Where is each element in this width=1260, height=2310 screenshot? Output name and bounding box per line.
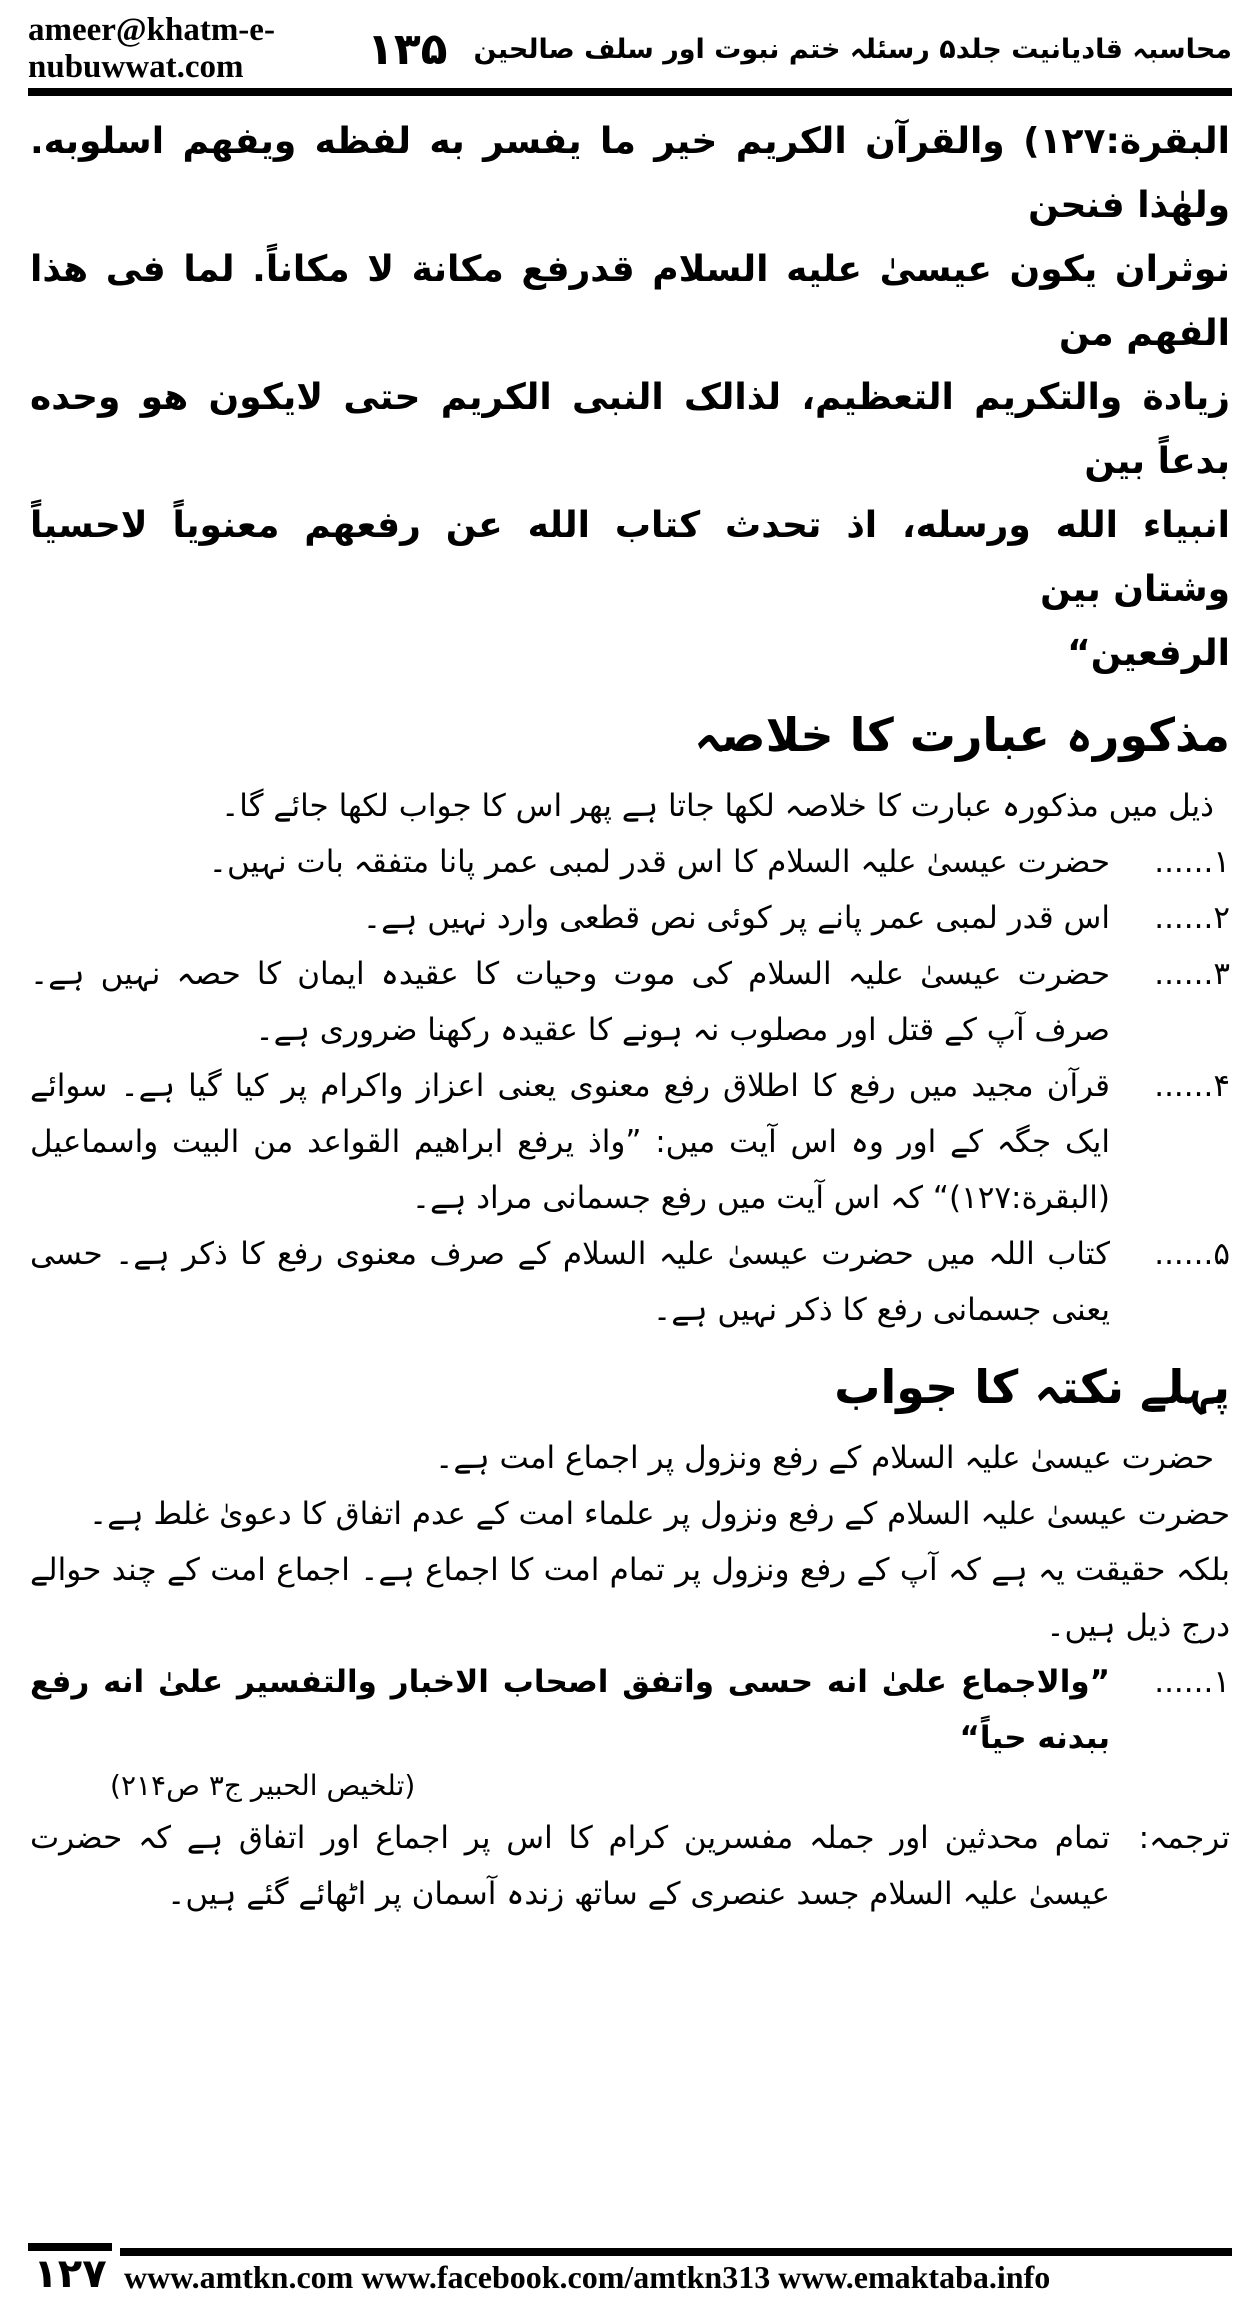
header-book-title: محاسبہ قادیانیت جلد۵ رسئلہ ختم نبوت اور سلف صالحین xyxy=(473,33,1232,65)
section-heading-summary: مذکورہ عبارت کا خلاصہ xyxy=(694,708,1230,762)
citation: (تلخیص الحبیر ج۳ ص۲۱۴) xyxy=(110,1769,416,1802)
summary-list xyxy=(30,834,1230,1338)
header-page-number: ۱۳۵ xyxy=(366,23,448,75)
item-text: حضرت عیسیٰ علیہ السلام کا اس قدر لمبی عمر پانا متفقہ بات نہیں۔ xyxy=(208,844,1110,880)
header-email: ameer@khatm-e-nubuwwat.com xyxy=(28,12,275,85)
item-number: ۲...... xyxy=(1154,900,1230,936)
footer-links: www.amtkn.com www.facebook.com/amtkn313 www.emaktaba.info xyxy=(124,2258,1051,2295)
quote-number: ۱...... xyxy=(1154,1664,1230,1700)
arabic-line: البقرة:۱۲۷) والقرآن الكريم خير ما يفسر به لفظه ويفهم اسلوبه. ولهٰذا فنحن xyxy=(30,121,1230,226)
list-item xyxy=(30,1058,1230,1226)
footer-page-number: ۱۲۷ xyxy=(28,2243,112,2297)
item-number: ۳...... xyxy=(1154,956,1230,992)
answer-line: حضرت عیسیٰ علیہ السلام کے رفع ونزول پر علماء امت کے عدم اتفاق کا دعویٰ غلط ہے۔ xyxy=(88,1496,1230,1532)
arabic-line: زيادة والتكريم التعظيم، لذالک النبى الكريم حتى لايكون هو وحده بدعاً بين xyxy=(30,377,1230,482)
arabic-line: نوثران يكون عيسىٰ عليه السلام قدرفع مكانة لا مكاناً. لما فى هذا الفهم من xyxy=(30,249,1230,354)
item-number: ۴...... xyxy=(1154,1068,1230,1104)
item-number: ۵...... xyxy=(1154,1236,1230,1272)
page-header xyxy=(28,12,1232,85)
translation-text: تمام محدثین اور جملہ مفسرین کرام کا اس پر اجماع اور اتفاق ہے کہ حضرت عیسیٰ علیہ السلام جسد عنصری کے ساتھ زندہ آسمان پر اٹھائے گئے ہیں۔ xyxy=(30,1820,1110,1912)
translation-item xyxy=(30,1810,1230,1922)
item-text: قرآن مجید میں رفع کا اطلاق رفع معنوی یعنی اعزاز واکرام پر کیا گیا ہے۔ سوائے ایک جگہ کے اور وہ اس آیت میں: ”واذ یرفع ابراهيم القواعد من البيت واسماعيل (البقرة:۱۲۷)“ کہ اس آیت میں رفع جسمانی مراد ہے۔ xyxy=(30,1068,1110,1216)
page-content xyxy=(30,110,1230,1922)
answer-line: حضرت عیسیٰ علیہ السلام کے رفع ونزول پر اجماع امت ہے۔ xyxy=(435,1440,1214,1476)
list-item xyxy=(30,1226,1230,1338)
header-rule xyxy=(28,88,1232,96)
arabic-line: انبياء الله ورسله، اذ تحدث كتاب الله عن رفعهم معنوياً لاحسياً وشتان بين xyxy=(30,505,1230,610)
translation-label: ترجمہ: xyxy=(1138,1820,1230,1856)
arabic-passage xyxy=(30,110,1230,686)
arabic-line: الرفعين“ xyxy=(1067,633,1230,674)
page-footer xyxy=(28,2251,1232,2300)
item-text: حضرت عیسیٰ علیہ السلام کی موت وحیات کا عقیدہ ایمان کا حصہ نہیں ہے۔ صرف آپ کے قتل اور مصلوب نہ ہونے کا عقیدہ رکھنا ضروری ہے۔ xyxy=(30,956,1110,1048)
list-item xyxy=(30,946,1230,1058)
item-text: کتاب اللہ میں حضرت عیسیٰ علیہ السلام کے صرف معنوی رفع کا ذکر ہے۔ حسی یعنی جسمانی رفع کا ذکر نہیں ہے۔ xyxy=(30,1236,1110,1328)
list-item xyxy=(30,890,1230,946)
item-number: ۱...... xyxy=(1154,844,1230,880)
item-text: اس قدر لمبی عمر پانے پر کوئی نص قطعی وارد نہیں ہے۔ xyxy=(362,900,1110,936)
quote-item xyxy=(30,1654,1230,1766)
summary-intro: ذیل میں مذکورہ عبارت کا خلاصہ لکھا جاتا ہے پھر اس کا جواب لکھا جائے گا۔ xyxy=(221,788,1214,824)
section-heading-first-answer: پہلے نکتہ کا جواب xyxy=(834,1360,1230,1414)
answer-line: بلکہ حقیقت یہ ہے کہ آپ کے رفع ونزول پر تمام امت کا اجماع ہے۔ اجماع امت کے چند حوالے درج ذیل ہیں۔ xyxy=(30,1552,1230,1644)
quote-text: ”والاجماع علىٰ انه حسى واتفق اصحاب الاخبار والتفسير علىٰ انه رفع ببدنه حياً“ xyxy=(30,1664,1110,1756)
list-item xyxy=(30,834,1230,890)
